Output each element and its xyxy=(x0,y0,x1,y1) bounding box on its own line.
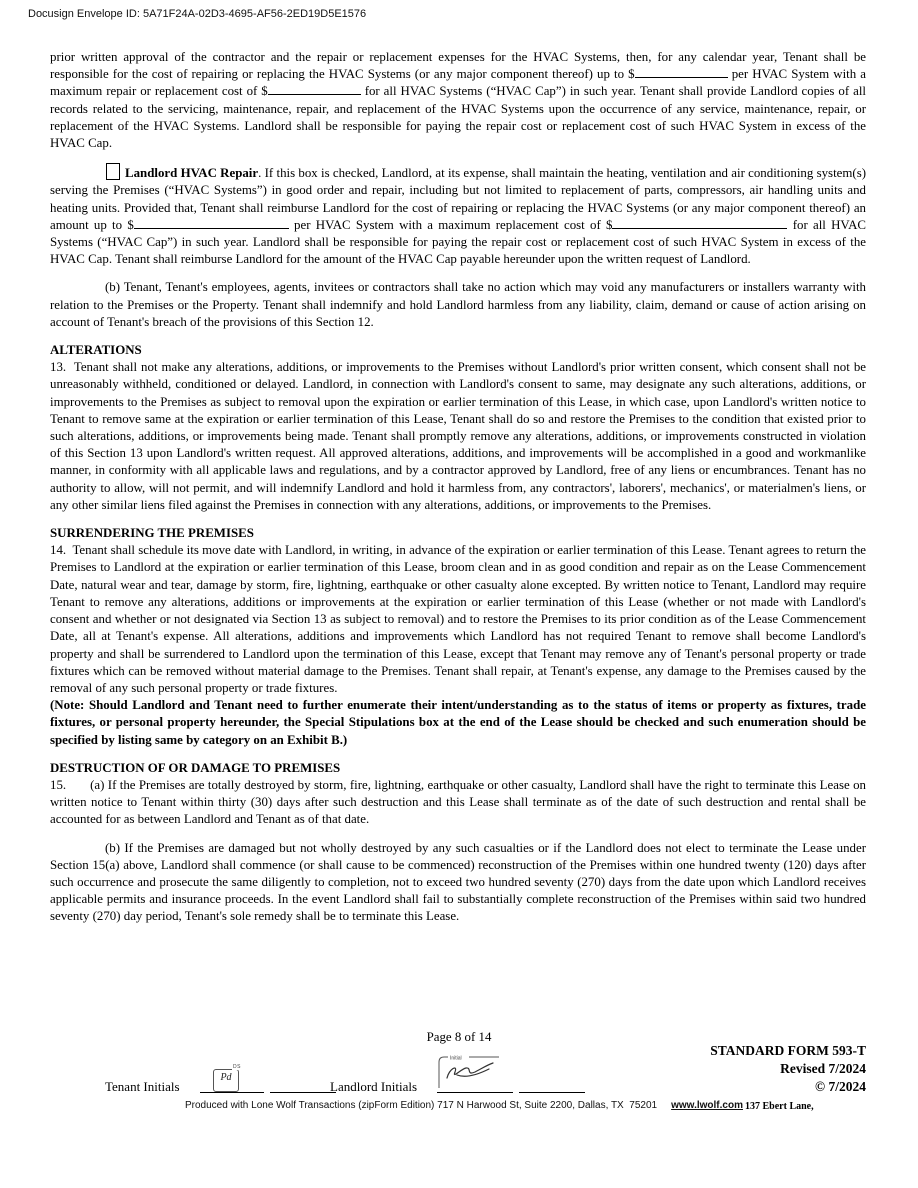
tenant-hvac-per-system-cost-blank[interactable] xyxy=(635,66,728,78)
text-run: (a) If the Premises are totally destroyed by storm, fire, lightning, earthquake or other casualty, Landlord shall have the right to terminate this Lease on written notice to Tenant within thirty (30) days after such destruction and this Lease shall terminate as of the date of such destruction and rental shall be accounted for as between Landlord and Tenant as of that date. xyxy=(50,777,866,827)
landlord-hvac-repair-paragraph xyxy=(50,163,866,268)
text-run: (b) Tenant, Tenant's employees, agents, invitees or contractors shall take no action which may void any manufacturers or installers warranty with relation to the Premises or the Property. Tenant shall indemnify and hold Landlord harmless from any liability, claim, demand or cause of action arising on account of Tenant's breach of the provisions of this Section 12. xyxy=(50,280,866,329)
text-run: prior written approval of the contractor and the repair or replacement expenses for the HVAC Systems, then, for any calendar year, Tenant shall be responsible for the cost of repairing or replacing the HVAC Systems (or any major component thereof) up to $ xyxy=(50,50,866,82)
section-12b-paragraph xyxy=(50,279,866,331)
producer-text: Produced with Lone Wolf Transactions (zipForm Edition) 717 N Harwood St, Suite 2200, Dallas, TX 75201 xyxy=(185,1100,658,1111)
landlord-initials-signature-icon xyxy=(435,1052,507,1090)
tenant-initials-signature: Pd xyxy=(220,1072,232,1083)
svg-text:Initial: Initial xyxy=(450,1055,462,1062)
tenant-initials-line-1[interactable] xyxy=(200,1092,264,1093)
tenant-hvac-cap-cost-blank[interactable] xyxy=(268,83,361,95)
text-run: per HVAC System with a maximum repair or replacement cost of $ xyxy=(50,67,866,99)
property-address: 137 Ebert Lane, xyxy=(745,1101,814,1112)
landlord-initials-line-2[interactable] xyxy=(519,1092,585,1093)
destruction-damage-heading: DESTRUCTION OF OR DAMAGE TO PREMISES xyxy=(50,760,341,775)
lwolf-link[interactable]: www.lwolf.com xyxy=(671,1100,743,1111)
landlord-hvac-cap-cost-blank[interactable] xyxy=(612,217,787,229)
tenant-initials-line-2[interactable] xyxy=(270,1092,336,1093)
landlord-hvac-per-system-cost-blank[interactable] xyxy=(134,217,289,229)
text-run: 13. Tenant shall not make any alterations, additions, or improvements to the Premises without Landlord's prior written consent, which consent shall not be unreasonably withheld, conditioned or delayed. Landlord, in connection with Landlord's consent to same, may designate any such alterations, additions, or improvements to the Premises as subject to removal upon the expiration or earlier termination of this Lease, in which case, upon Landlord's written notice to Tenant to remove same at the expiration or earlier termination of this Lease, Tenant shall do so and restore the Premises to the condition that existed prior to such alterations, additions, or improvements being made. Tenant shall promptly remove any alterations, additions, or improvements constructed in violation of this Section 13 upon Landlord's written request. All approved alterations, additions, and improvements will be accomplished in a good and workmanlike manner, in conformity with all applicable laws and regulations, and by a contractor approved by Landlord, free of any liens or encumbrances. Tenant has no authority to allow, will not permit, and will indemnify Landlord and hold it harmless from, any contractors', laborers', mechanics', or materialmen's liens, or any other similar liens filed against the Premises in connection with any alterations, additions, or improvements to the Premises. xyxy=(50,360,866,512)
text-run: 15. xyxy=(50,777,67,792)
alterations-heading: ALTERATIONS xyxy=(50,343,142,358)
document-body xyxy=(50,49,866,926)
producer-line xyxy=(185,1100,743,1111)
fixtures-note-paragraph xyxy=(50,697,866,749)
form-name: STANDARD FORM 593-T xyxy=(710,1043,866,1058)
form-revised: Revised 7/2024 xyxy=(780,1061,866,1076)
page-number: Page 8 of 14 xyxy=(426,1030,492,1044)
landlord-hvac-repair-label: Landlord HVAC Repair xyxy=(125,166,259,181)
section-14-paragraph xyxy=(50,542,866,697)
text-run: for all HVAC Systems (“HVAC Cap”) in such year. Tenant shall provide Landlord copies of all records related to the servicing, maintenance, repair, and replacement of the HVAC Systems upon the occurrence of any service, maintenance, repair, or replacement of the HVAC Systems. Landlord shall be responsible for paying the repair cost or replacement cost of such HVAC System in excess of the HVAC Cap. xyxy=(50,84,866,151)
text-run: 14. Tenant shall schedule its move date with Landlord, in writing, in advance of the expiration or earlier termination of this Lease. Tenant agrees to return the Premises to Landlord at the expiration or earlier termination of this Lease, broom clean and in as good condition and repair as on the Lease Commencement Date, natural wear and tear, damage by storm, fire, lightning, earthquake or other casualty alone excepted. By written notice to Tenant, Landlord may require Tenant to remove any alterations, additions or improvements at the expiration or earlier termination of this Lease (whether or not made with Landlord's consent and whether or not designated via Section 13 as subject to removal) and to restore the Premises to its prior condition as of the Lease Commencement Date, all at Tenant's expense. All alterations, additions and improvements which Landlord has not required Tenant to remove shall become Landlord's property and shall be surrendered to Landlord upon the termination of this Lease, except that Tenant may remove any of Tenant's personal property or trade fixtures which can be removed without material damage to the Premises. Tenant shall repair, at Tenant's expense, any damage to the Premises caused by the removal of any such personal property or trade fixtures. xyxy=(50,543,866,695)
docusign-tag-icon: DS xyxy=(233,1064,241,1070)
text-run: (b) If the Premises are damaged but not wholly destroyed by any such casualties or if the Landlord does not elect to terminate the Lease under Section 15(a) above, Landlord shall commence (or shall cause to be commenced) reconstruction of the Premises within one hundred twenty (120) days after such occurrence and prosecute the same diligently to completion, not to exceed two hundred seventy (270) days from the date upon which Landlord receives applicable permits and insurance proceeds. In the event Landlord shall fail to substantially complete reconstruction of the Premises within said two hundred seventy (270) day period, Tenant's sole remedy shall be to terminate this Lease. xyxy=(50,840,866,924)
landlord-initials-stamp[interactable] xyxy=(435,1052,507,1090)
text-run: . If this box is checked, Landlord, at its expense, shall maintain the heating, ventilation and air conditioning system(s) serving the Premises (“HVAC Systems”) in good order and repair, including but not limited to replacement of parts, compressors, air handling units and heating units. Provided that, Tenant shall reimburse Landlord for the cost of repairing or replacing the HVAC Systems (or any major component thereof) an amount up to $ xyxy=(50,166,866,232)
section-13-paragraph xyxy=(50,359,866,514)
landlord-initials-line-1[interactable] xyxy=(437,1092,513,1093)
tenant-initials-label: Tenant Initials xyxy=(105,1079,180,1094)
fixtures-note-text: (Note: Should Landlord and Tenant need to further enumerate their intent/understanding as to the status of items or property as fixtures, trade fixtures, or personal property hereunder, the Special Stipulations box at the end of the Lease should be checked and such enumeration should be specified by listing same by category on an Exhibit B.) xyxy=(50,698,866,747)
text-run: per HVAC System with a maximum replacement cost of $ xyxy=(288,217,613,232)
form-info-block xyxy=(710,1042,866,1096)
docusign-envelope-id: Docusign Envelope ID: 5A71F24A-02D3-4695-AF56-2ED19D5E1576 xyxy=(28,8,367,20)
landlord-initials-label: Landlord Initials xyxy=(330,1079,418,1094)
section-15a-paragraph xyxy=(50,777,866,829)
surrendering-premises-heading: SURRENDERING THE PREMISES xyxy=(50,526,254,541)
landlord-hvac-repair-checkbox[interactable] xyxy=(106,163,120,180)
hvac-cap-continuation-paragraph xyxy=(50,49,866,152)
section-15b-paragraph xyxy=(50,840,866,926)
form-copyright: © 7/2024 xyxy=(815,1079,866,1094)
tenant-initials-stamp[interactable] xyxy=(213,1064,241,1092)
text-run: for all HVAC Systems (“HVAC Cap”) in such year. Landlord shall be responsible for paying the repair cost or replacement cost of such HVAC System in excess of the HVAC Cap. Tenant shall reimburse Landlord for the amount of the HVAC Cap payable hereunder upon the written request of Landlord. xyxy=(50,217,866,267)
